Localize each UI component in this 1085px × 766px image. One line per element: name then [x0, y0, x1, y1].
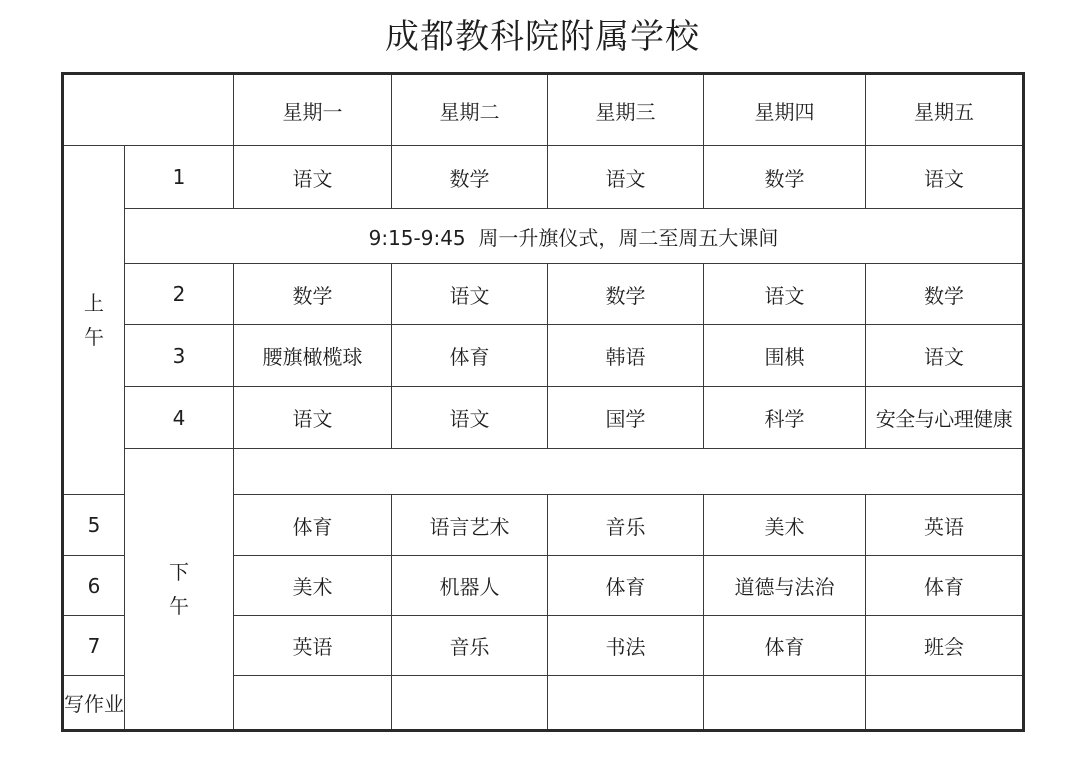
period-number: 2 [125, 264, 234, 325]
class-cell: 围棋 [704, 325, 866, 387]
day-header-wed: 星期三 [548, 74, 704, 146]
class-cell: 数学 [548, 264, 704, 325]
morning-label [63, 146, 125, 495]
lunch-blank-cell [234, 449, 1024, 495]
class-cell: 班会 [866, 616, 1024, 676]
class-cell: 英语 [234, 616, 392, 676]
class-cell: 语文 [392, 264, 548, 325]
class-cell: 体育 [548, 556, 704, 616]
morning-label-char-1: 上 [84, 291, 104, 315]
table-row [63, 387, 1024, 449]
header-row [63, 74, 1024, 146]
class-cell: 语文 [234, 387, 392, 449]
day-header-tue: 星期二 [392, 74, 548, 146]
corner-cell [63, 74, 234, 146]
class-cell: 语文 [866, 325, 1024, 387]
class-cell: 语文 [866, 146, 1024, 209]
class-cell: 机器人 [392, 556, 548, 616]
class-cell: 书法 [548, 616, 704, 676]
class-cell: 英语 [866, 495, 1024, 556]
class-cell: 数学 [234, 264, 392, 325]
class-cell: 体育 [866, 556, 1024, 616]
class-cell: 数学 [866, 264, 1024, 325]
empty-cell [548, 676, 704, 731]
lunch-row [63, 449, 1024, 495]
class-cell: 语文 [392, 387, 548, 449]
table-row [63, 146, 1024, 209]
period-number: 5 [63, 495, 125, 556]
class-cell: 音乐 [392, 616, 548, 676]
afternoon-label-char-1: 下 [169, 560, 189, 584]
empty-cell [866, 676, 1024, 731]
empty-cell [704, 676, 866, 731]
class-cell: 安全与心理健康 [866, 387, 1024, 449]
class-cell: 国学 [548, 387, 704, 449]
timetable [61, 72, 1025, 732]
class-cell: 体育 [234, 495, 392, 556]
period-number: 3 [125, 325, 234, 387]
period-number: 7 [63, 616, 125, 676]
class-cell: 体育 [392, 325, 548, 387]
class-cell: 语言艺术 [392, 495, 548, 556]
break-row [63, 209, 1024, 264]
class-cell: 数学 [704, 146, 866, 209]
day-header-fri: 星期五 [866, 74, 1024, 146]
class-cell: 科学 [704, 387, 866, 449]
period-number: 1 [125, 146, 234, 209]
period-number: 4 [125, 387, 234, 449]
day-header-thu: 星期四 [704, 74, 866, 146]
empty-cell [392, 676, 548, 731]
class-cell: 数学 [392, 146, 548, 209]
afternoon-label-char-2: 午 [169, 594, 189, 618]
class-cell: 美术 [704, 495, 866, 556]
class-cell: 语文 [704, 264, 866, 325]
table-row [63, 325, 1024, 387]
break-notice: 9:15-9:45 周一升旗仪式，周二至周五大课间 [125, 209, 1024, 264]
class-cell: 语文 [234, 146, 392, 209]
homework-label: 写作业 [63, 676, 125, 731]
empty-cell [234, 676, 392, 731]
period-number: 6 [63, 556, 125, 616]
class-cell: 语文 [548, 146, 704, 209]
class-cell: 体育 [704, 616, 866, 676]
day-header-mon: 星期一 [234, 74, 392, 146]
morning-label-char-2: 午 [84, 325, 104, 349]
table-row [63, 264, 1024, 325]
class-cell: 美术 [234, 556, 392, 616]
class-cell: 道德与法治 [704, 556, 866, 616]
class-cell: 腰旗橄榄球 [234, 325, 392, 387]
class-cell: 音乐 [548, 495, 704, 556]
afternoon-label [125, 449, 234, 731]
class-cell: 韩语 [548, 325, 704, 387]
page-title: 成都教科院附属学校 [385, 17, 700, 57]
